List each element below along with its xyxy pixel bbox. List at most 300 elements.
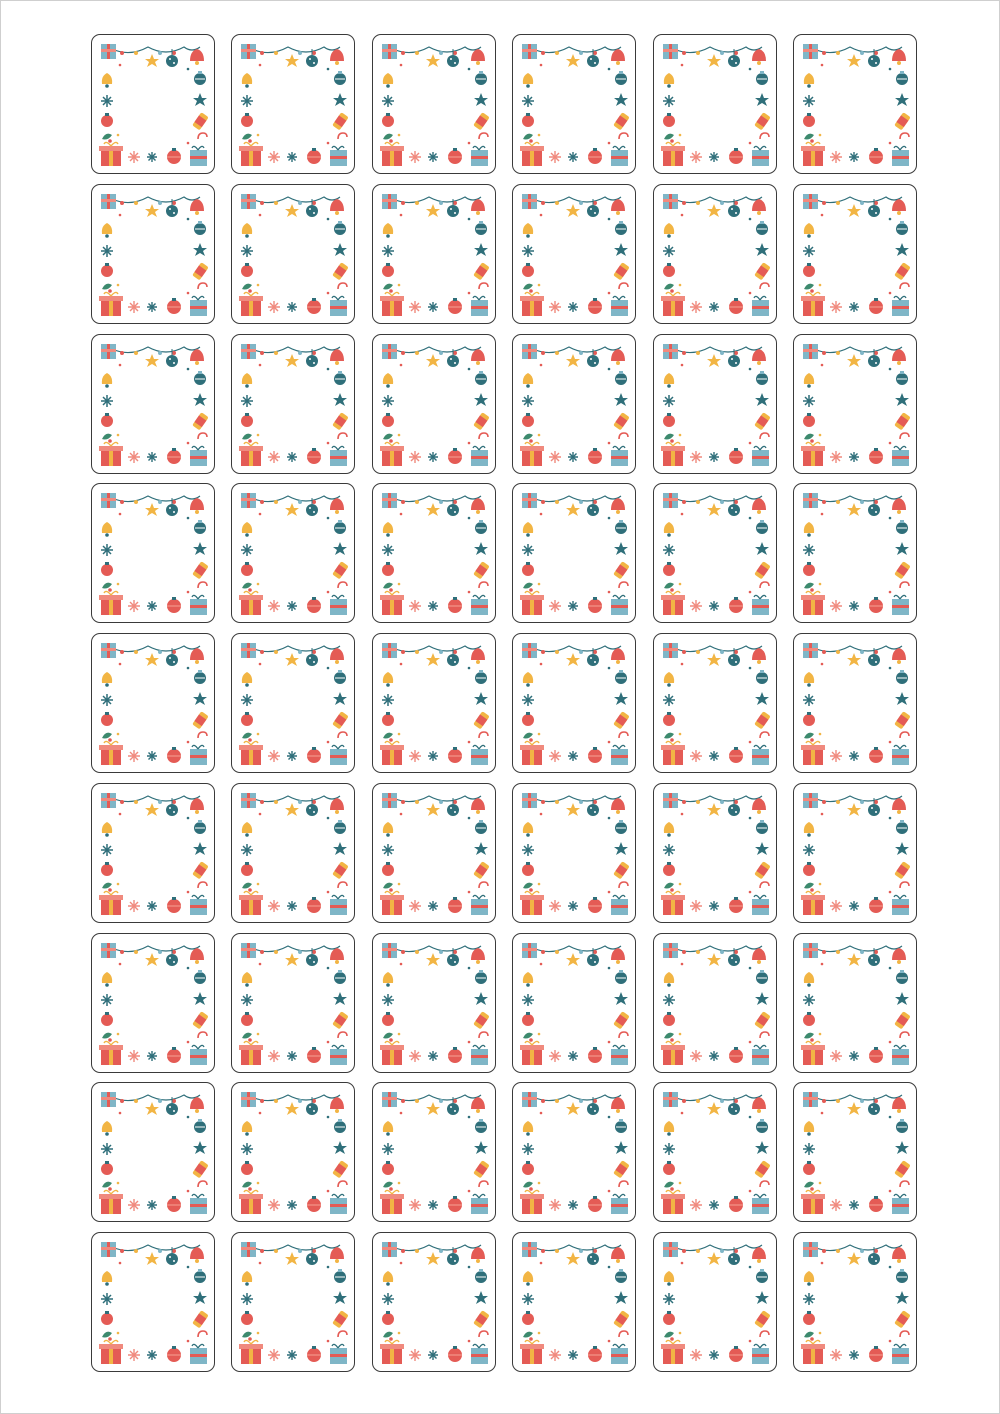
christmas-label-sticker[interactable] xyxy=(512,633,636,773)
snowflake-icon xyxy=(568,1200,578,1210)
gift-box-icon xyxy=(663,493,678,508)
candy-cane-icon xyxy=(619,1032,628,1038)
snowflake-icon xyxy=(128,600,140,612)
light-bulb-icon xyxy=(120,650,124,654)
cracker-icon xyxy=(613,561,630,579)
bell-icon xyxy=(523,1121,533,1136)
ornament-icon xyxy=(588,448,602,464)
ornament-icon xyxy=(241,1012,253,1026)
light-bulb-icon xyxy=(439,351,443,355)
light-bulb-icon xyxy=(158,201,162,205)
light-bulb-icon xyxy=(720,1099,724,1103)
light-bulb-icon xyxy=(134,800,138,804)
confetti-dot xyxy=(117,283,120,286)
snowflake-icon xyxy=(690,750,702,762)
light-bulb-icon xyxy=(401,950,405,954)
ornament-icon xyxy=(382,113,394,127)
confetti-dot xyxy=(819,882,822,885)
cracker-icon xyxy=(333,561,350,579)
christmas-label-sticker[interactable] xyxy=(231,334,355,474)
gift-box-icon xyxy=(522,643,537,658)
candy-cane-icon xyxy=(900,283,909,289)
confetti-dot xyxy=(538,1182,541,1185)
bell-icon xyxy=(752,199,766,215)
snowflake-icon xyxy=(549,1349,561,1361)
gift-box-icon xyxy=(892,146,909,166)
ornament-icon xyxy=(475,670,487,684)
gift-box-icon xyxy=(801,1041,825,1065)
gift-box-icon xyxy=(611,1195,628,1215)
snowflake-icon xyxy=(268,600,280,612)
snowflake-icon xyxy=(241,1293,253,1305)
gift-box-icon xyxy=(803,943,818,958)
christmas-label-sticker[interactable] xyxy=(231,1082,355,1222)
snowflake-icon xyxy=(849,1200,859,1210)
star-icon xyxy=(145,653,159,666)
star-icon xyxy=(426,653,440,666)
cracker-icon xyxy=(894,412,911,430)
light-bulb-icon xyxy=(734,201,738,205)
gift-box-icon xyxy=(522,793,537,808)
gift-box-icon xyxy=(892,446,909,466)
christmas-label-sticker[interactable] xyxy=(512,933,636,1073)
star-icon xyxy=(285,803,299,816)
confetti-dot xyxy=(117,433,120,436)
star-icon xyxy=(847,354,861,367)
christmas-frame-art xyxy=(794,1233,917,1372)
snowflake-icon xyxy=(409,900,421,912)
gift-box-icon xyxy=(801,592,825,616)
gift-box-icon xyxy=(520,1041,544,1065)
snowflake-icon xyxy=(522,994,534,1006)
christmas-label-sticker[interactable] xyxy=(793,783,917,923)
light-bulb-icon xyxy=(541,800,545,804)
christmas-label-sticker[interactable] xyxy=(793,184,917,324)
christmas-frame-art xyxy=(92,484,215,623)
gift-box-icon xyxy=(611,446,628,466)
confetti-dot xyxy=(748,667,751,670)
confetti-dot xyxy=(608,1040,611,1043)
christmas-label-sticker[interactable] xyxy=(91,1232,215,1372)
bell-icon xyxy=(102,972,112,987)
gift-box-icon xyxy=(382,1092,397,1107)
star-icon xyxy=(707,354,721,367)
holly-icon xyxy=(664,583,674,592)
christmas-label-sticker[interactable] xyxy=(653,633,777,773)
ornament-icon xyxy=(522,1311,534,1325)
gift-box-icon xyxy=(99,1340,123,1364)
holly-icon xyxy=(664,1182,674,1191)
christmas-label-sticker[interactable] xyxy=(653,783,777,923)
sticker-grid xyxy=(91,34,917,1372)
confetti-dot xyxy=(608,966,611,969)
christmas-label-sticker[interactable] xyxy=(793,633,917,773)
light-bulb-icon xyxy=(836,1099,840,1103)
ornament-icon xyxy=(896,371,908,385)
christmas-label-sticker[interactable] xyxy=(653,184,777,324)
gift-box-icon xyxy=(382,44,397,59)
bell-icon xyxy=(242,1121,252,1136)
christmas-label-sticker[interactable] xyxy=(372,783,496,923)
star-icon xyxy=(614,842,628,855)
light-string-icon xyxy=(533,946,621,952)
star-icon xyxy=(755,93,769,106)
star-icon xyxy=(333,992,347,1005)
christmas-label-sticker[interactable] xyxy=(653,1232,777,1372)
cracker-icon xyxy=(333,412,350,430)
gift-box-icon xyxy=(380,442,404,466)
snowflake-icon xyxy=(101,245,113,257)
christmas-label-sticker[interactable] xyxy=(91,483,215,623)
light-bulb-icon xyxy=(274,1099,278,1103)
confetti-dot xyxy=(889,142,892,145)
confetti-dot xyxy=(540,513,543,516)
gift-box-icon xyxy=(101,643,116,658)
snowflake-icon xyxy=(849,1350,859,1360)
gift-box-icon xyxy=(190,1045,207,1065)
confetti-dot xyxy=(821,663,824,666)
confetti-dot xyxy=(187,816,190,819)
christmas-label-sticker[interactable] xyxy=(231,1232,355,1372)
confetti-dot xyxy=(187,291,190,294)
ornament-icon xyxy=(194,670,206,684)
star-icon xyxy=(426,1252,440,1265)
ornament-icon xyxy=(896,820,908,834)
snowflake-icon xyxy=(549,750,561,762)
christmas-label-sticker[interactable] xyxy=(372,184,496,324)
star-icon xyxy=(566,653,580,666)
ornament-icon xyxy=(803,413,815,427)
confetti-dot xyxy=(678,433,681,436)
bell-icon xyxy=(471,798,485,814)
candy-cane-icon xyxy=(338,1331,347,1337)
bell-icon xyxy=(892,798,906,814)
light-string-icon xyxy=(814,946,902,952)
light-string-icon xyxy=(814,646,902,652)
snowflake-icon xyxy=(522,1143,534,1155)
confetti-dot xyxy=(467,517,470,520)
cracker-icon xyxy=(754,711,771,729)
light-bulb-icon xyxy=(401,51,405,55)
christmas-label-sticker[interactable] xyxy=(372,483,496,623)
christmas-label-sticker[interactable] xyxy=(653,933,777,1073)
confetti-dot xyxy=(327,667,330,670)
bell-icon xyxy=(471,49,485,65)
christmas-frame-art xyxy=(92,784,215,923)
christmas-label-sticker[interactable] xyxy=(91,1082,215,1222)
christmas-label-sticker[interactable] xyxy=(372,933,496,1073)
christmas-label-sticker[interactable] xyxy=(91,783,215,923)
light-bulb-icon xyxy=(312,201,316,205)
ornament-icon xyxy=(475,820,487,834)
confetti-dot xyxy=(748,741,751,744)
confetti-dot xyxy=(327,741,330,744)
star-icon xyxy=(566,54,580,67)
star-icon xyxy=(847,653,861,666)
ornament-icon xyxy=(869,747,883,763)
ornament-icon xyxy=(615,970,627,984)
gift-box-icon xyxy=(663,1092,678,1107)
bell-icon xyxy=(611,948,625,964)
snowflake-icon xyxy=(522,245,534,257)
holly-icon xyxy=(102,433,112,442)
confetti-dot xyxy=(538,283,541,286)
confetti-dot xyxy=(889,217,892,220)
gift-box-icon xyxy=(330,446,347,466)
christmas-label-sticker[interactable] xyxy=(512,483,636,623)
star-icon xyxy=(193,692,207,705)
light-string-icon xyxy=(252,646,340,652)
cracker-icon xyxy=(894,561,911,579)
candy-cane-icon xyxy=(338,882,347,888)
christmas-label-sticker[interactable] xyxy=(512,334,636,474)
snowflake-icon xyxy=(549,301,561,313)
snowflake-icon xyxy=(287,1350,297,1360)
snowflake-icon xyxy=(101,395,113,407)
candy-cane-icon xyxy=(760,582,769,588)
christmas-label-sticker[interactable] xyxy=(231,483,355,623)
light-bulb-icon xyxy=(439,800,443,804)
ornament-icon xyxy=(448,448,462,464)
christmas-label-sticker[interactable] xyxy=(231,933,355,1073)
christmas-label-sticker[interactable] xyxy=(91,184,215,324)
candy-cane-icon xyxy=(760,732,769,738)
gift-box-icon xyxy=(520,891,544,915)
cracker-icon xyxy=(613,711,630,729)
light-bulb-icon xyxy=(312,800,316,804)
star-icon xyxy=(333,1141,347,1154)
gift-box-icon xyxy=(380,741,404,765)
cracker-icon xyxy=(754,861,771,879)
confetti-dot xyxy=(327,816,330,819)
candy-cane-icon xyxy=(198,732,207,738)
christmas-label-sticker[interactable] xyxy=(231,783,355,923)
star-icon xyxy=(426,803,440,816)
light-bulb-icon xyxy=(134,1099,138,1103)
christmas-label-sticker[interactable] xyxy=(512,184,636,324)
snowflake-icon xyxy=(849,302,859,312)
bell-icon xyxy=(611,349,625,365)
christmas-label-sticker[interactable] xyxy=(653,334,777,474)
snowflake-icon xyxy=(147,152,157,162)
christmas-label-sticker[interactable] xyxy=(793,483,917,623)
christmas-label-sticker[interactable] xyxy=(372,1082,496,1222)
ornament-icon xyxy=(307,448,321,464)
bell-icon xyxy=(471,1247,485,1263)
snowflake-icon xyxy=(830,1050,842,1062)
light-bulb-icon xyxy=(541,51,545,55)
light-bulb-icon xyxy=(312,500,316,504)
snowflake-icon xyxy=(101,544,113,556)
light-bulb-icon xyxy=(541,650,545,654)
confetti-dot xyxy=(680,213,683,216)
christmas-label-sticker[interactable] xyxy=(372,1232,496,1372)
star-icon xyxy=(145,354,159,367)
light-bulb-icon xyxy=(593,500,597,504)
christmas-label-sticker[interactable] xyxy=(793,334,917,474)
snowflake-icon xyxy=(709,601,719,611)
ornament-icon xyxy=(522,413,534,427)
light-string-icon xyxy=(674,496,762,502)
ornament-icon xyxy=(729,298,743,314)
gift-box-icon xyxy=(101,943,116,958)
confetti-dot xyxy=(467,966,470,969)
ornament-icon xyxy=(588,148,602,164)
light-bulb-icon xyxy=(555,351,559,355)
christmas-label-sticker[interactable] xyxy=(512,34,636,174)
candy-cane-icon xyxy=(619,882,628,888)
confetti-dot xyxy=(680,1262,683,1265)
snowflake-icon xyxy=(101,694,113,706)
christmas-label-sticker[interactable] xyxy=(512,1082,636,1222)
christmas-label-sticker[interactable] xyxy=(91,34,215,174)
light-bulb-icon xyxy=(874,351,878,355)
light-bulb-icon xyxy=(401,351,405,355)
star-icon xyxy=(566,354,580,367)
holly-icon xyxy=(523,433,533,442)
confetti-dot xyxy=(821,213,824,216)
light-bulb-icon xyxy=(555,201,559,205)
ornament-icon xyxy=(334,371,346,385)
bell-icon xyxy=(383,373,393,388)
light-bulb-icon xyxy=(274,1249,278,1253)
confetti-dot xyxy=(889,68,892,71)
light-bulb-icon xyxy=(274,201,278,205)
christmas-label-sticker[interactable] xyxy=(91,334,215,474)
holly-icon xyxy=(242,882,252,891)
snowflake-icon xyxy=(287,152,297,162)
light-bulb-icon xyxy=(415,500,419,504)
ornament-icon xyxy=(241,1161,253,1175)
light-bulb-icon xyxy=(172,351,176,355)
star-icon xyxy=(333,692,347,705)
ornament-icon xyxy=(615,1269,627,1283)
confetti-dot xyxy=(467,367,470,370)
gift-box-icon xyxy=(663,344,678,359)
confetti-dot xyxy=(889,1040,892,1043)
gift-box-icon xyxy=(520,292,544,316)
christmas-label-sticker[interactable] xyxy=(653,1082,777,1222)
snowflake-icon xyxy=(147,1350,157,1360)
christmas-frame-art xyxy=(232,1233,355,1372)
light-bulb-icon xyxy=(453,650,457,654)
christmas-label-sticker[interactable] xyxy=(231,633,355,773)
confetti-dot xyxy=(538,733,541,736)
christmas-label-sticker[interactable] xyxy=(653,34,777,174)
christmas-label-sticker[interactable] xyxy=(793,1082,917,1222)
gift-box-icon xyxy=(522,44,537,59)
ornament-icon xyxy=(382,1012,394,1026)
gift-box-icon xyxy=(520,442,544,466)
christmas-label-sticker[interactable] xyxy=(231,34,355,174)
gift-box-icon xyxy=(380,1340,404,1364)
christmas-label-sticker[interactable] xyxy=(653,483,777,623)
confetti-dot xyxy=(608,816,611,819)
christmas-label-sticker[interactable] xyxy=(793,933,917,1073)
snowflake-icon xyxy=(382,395,394,407)
snowflake-icon xyxy=(830,1199,842,1211)
gift-box-icon xyxy=(611,1344,628,1364)
confetti-dot xyxy=(748,1266,751,1269)
light-bulb-icon xyxy=(696,800,700,804)
christmas-frame-art xyxy=(232,934,355,1073)
star-icon xyxy=(285,653,299,666)
snowflake-icon xyxy=(382,1143,394,1155)
light-string-icon xyxy=(112,1245,200,1251)
gift-box-icon xyxy=(892,1045,909,1065)
confetti-dot xyxy=(187,441,190,444)
candy-cane-icon xyxy=(338,133,347,139)
candy-cane-icon xyxy=(619,1331,628,1337)
light-bulb-icon xyxy=(439,650,443,654)
confetti-dot xyxy=(259,812,262,815)
snowflake-icon xyxy=(428,751,438,761)
ornament-icon xyxy=(615,1119,627,1133)
star-icon xyxy=(193,542,207,555)
gift-box-icon xyxy=(99,891,123,915)
confetti-dot xyxy=(678,583,681,586)
snowflake-icon xyxy=(690,301,702,313)
gift-box-icon xyxy=(611,596,628,616)
gift-box-icon xyxy=(101,1242,116,1257)
christmas-label-sticker[interactable] xyxy=(512,783,636,923)
holly-icon xyxy=(804,1032,814,1041)
christmas-label-sticker[interactable] xyxy=(512,1232,636,1372)
star-icon xyxy=(474,692,488,705)
candy-cane-icon xyxy=(198,1032,207,1038)
snowflake-icon xyxy=(663,395,675,407)
light-bulb-icon xyxy=(720,800,724,804)
christmas-frame-art xyxy=(373,784,496,923)
ornament-icon xyxy=(307,1346,321,1362)
ornament-icon xyxy=(663,562,675,576)
christmas-frame-art xyxy=(654,484,777,623)
bell-icon xyxy=(892,349,906,365)
light-bulb-icon xyxy=(172,51,176,55)
light-bulb-icon xyxy=(401,500,405,504)
christmas-label-sticker[interactable] xyxy=(372,34,496,174)
gift-box-icon xyxy=(101,493,116,508)
christmas-frame-art xyxy=(794,185,917,324)
bell-icon xyxy=(523,972,533,987)
christmas-label-sticker[interactable] xyxy=(793,1232,917,1372)
light-bulb-icon xyxy=(401,201,405,205)
snowflake-icon xyxy=(709,1200,719,1210)
christmas-frame-art xyxy=(513,335,636,474)
ornament-icon xyxy=(756,1119,768,1133)
gift-box-icon xyxy=(99,592,123,616)
ornament-icon xyxy=(101,1012,113,1026)
snowflake-icon xyxy=(147,1051,157,1061)
christmas-label-sticker[interactable] xyxy=(372,633,496,773)
christmas-label-sticker[interactable] xyxy=(793,34,917,174)
confetti-dot xyxy=(608,367,611,370)
holly-icon xyxy=(383,733,393,742)
candy-cane-icon xyxy=(619,1181,628,1187)
confetti-dot xyxy=(117,733,120,736)
holly-icon xyxy=(102,733,112,742)
christmas-label-sticker[interactable] xyxy=(91,933,215,1073)
bell-icon xyxy=(383,972,393,987)
christmas-label-sticker[interactable] xyxy=(372,334,496,474)
christmas-label-sticker[interactable] xyxy=(91,633,215,773)
christmas-label-sticker[interactable] xyxy=(231,184,355,324)
light-bulb-icon xyxy=(439,950,443,954)
snowflake-icon xyxy=(241,1143,253,1155)
light-bulb-icon xyxy=(822,1249,826,1253)
cracker-icon xyxy=(754,112,771,130)
confetti-dot xyxy=(467,441,470,444)
